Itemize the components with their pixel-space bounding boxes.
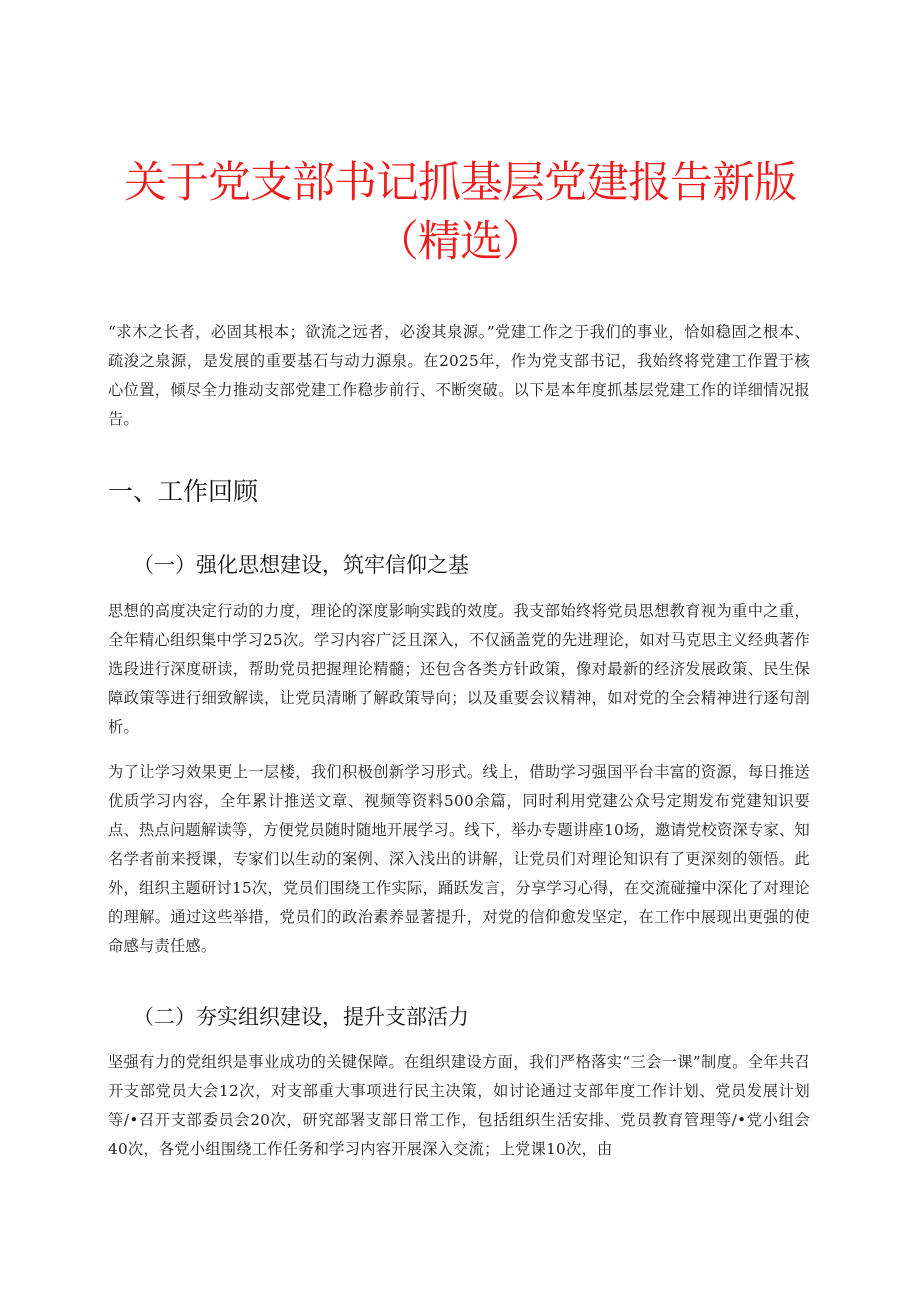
ideology-paragraph-2: 为了让学习效果更上一层楼，我们积极创新学习形式。线上，借助学习强国平台丰富的资源，每日推送优质学习内容，全年累计推送文章、视频等资料500余篇，同时利用党建公众号定期发布党建知识要点、热点问题解读等，方便党员随时随地开展学习。线下，举办专题讲座10场，邀请党校资深专家、知名学者前来授课，专家们以生动的案例、深入浅出的讲解，让党员们对理论知识有了更深刻的领悟。此外，组织主题研讨15次，党员们围绕工作实际，踊跃发言，分享学习心得，在交流碰撞中深化了对理论的理解。通过这些举措，党员们的政治素养显著提升，对党的信仰愈发坚定，在工作中展现出更强的使命感与责任感。 (108, 763, 810, 955)
section-heading-work-review: 一、工作回顾 (108, 477, 259, 506)
document-title-line1: 关于党支部书记抓基层党建报告新版 (124, 158, 796, 208)
subsection-heading-organization: （二）夯实组织建设，提升支部活力 (133, 1005, 469, 1029)
document-title-line2: （精选） (376, 217, 544, 267)
subsection-heading-ideology: （一）强化思想建设，筑牢信仰之基 (133, 553, 469, 577)
intro-paragraph: “求木之长者，必固其根本；欲流之远者，必浚其泉源。”党建工作之于我们的事业，恰如稳固之根本、疏浚之泉源，是发展的重要基石与动力源泉。在2025年，作为党支部书记，我始终将党建工作置于核心位置，倾尽全力推动支部党建工作稳步前行、不断突破。以下是本年度抓基层党建工作的详细情况报告。 (108, 323, 810, 428)
ideology-paragraph-1: 思想的高度决定行动的力度，理论的深度影响实践的效度。我支部始终将党员思想教育视为重中之重，全年精心组织集中学习25次。学习内容广泛且深入，不仅涵盖党的先进理论，如对马克思主义经典著作选段进行深度研读，帮助党员把握理论精髓；还包含各类方针政策，像对最新的经济发展政策、民生保障政策等进行细致解读，让党员清晰了解政策导向；以及重要会议精神，如对党的全会精神进行逐句剖析。 (108, 602, 810, 736)
organization-paragraph-1: 坚强有力的党组织是事业成功的关键保障。在组织建设方面，我们严格落实“三会一课”制度。全年共召开支部党员大会12次，对支部重大事项进行民主决策，如讨论通过支部年度工作计划、党员发展计划等/•召开支部委员会20次，研究部署支部日常工作，包括组织生活安排、党员教育管理等/•党小组会40次，各党小组围绕工作任务和学习内容开展深入交流；上党课10次，由 (108, 1053, 810, 1158)
